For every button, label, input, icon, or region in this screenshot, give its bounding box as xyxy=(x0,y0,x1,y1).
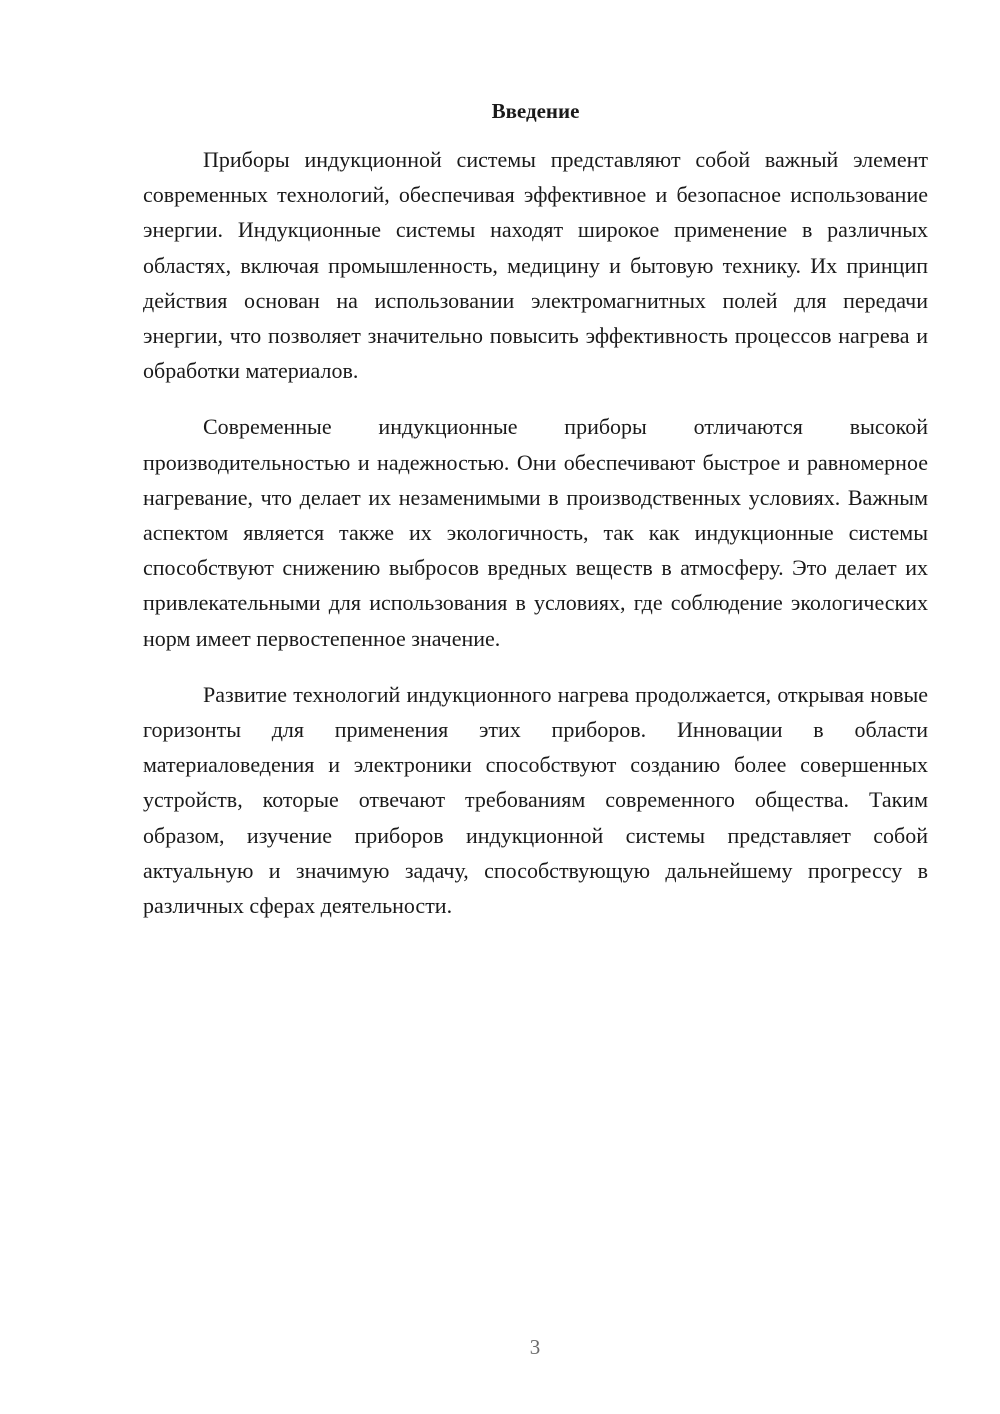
body-text xyxy=(143,142,928,944)
section-title: Введение xyxy=(491,99,580,123)
page-number: 3 xyxy=(529,1335,541,1359)
paragraph-3: Развитие технологий индукционного нагрева продолжается, открывая новые горизонты для применения этих приборов. Инновации в области материаловедения и электроники способствуют созданию более совершенных устройств, которые отвечают требованиям современного общества. Таким образом, изучение приборов индукционной системы представляет собой актуальную и значимую задачу, способствующую дальнейшему прогрессу в различных сферах деятельности. xyxy=(143,681,928,919)
paragraph-1: Приборы индукционной системы представляют собой важный элемент современных технологий, обеспечивая эффективное и безопасное использование энергии. Индукционные системы находят широкое применение в различных областях, включая промышленность, медицину и бытовую технику. Их принцип действия основан на использовании электромагнитных полей для передачи энергии, что позволяет значительно повысить эффективность процессов нагрева и обработки материалов. xyxy=(143,147,928,384)
paragraph-2: Современные индукционные приборы отличаются высокой производительностью и надежностью. Они обеспечивают быстрое и равномерное нагревание, что делает их незаменимыми в производственных условиях. Важным аспектом является также их экологичность, так как индукционные системы способствуют снижению выбросов вредных веществ в атмосферу. Это делает их привлекательными для использования в условиях, где соблюдение экологических норм имеет первостепенное значение. xyxy=(143,414,928,651)
